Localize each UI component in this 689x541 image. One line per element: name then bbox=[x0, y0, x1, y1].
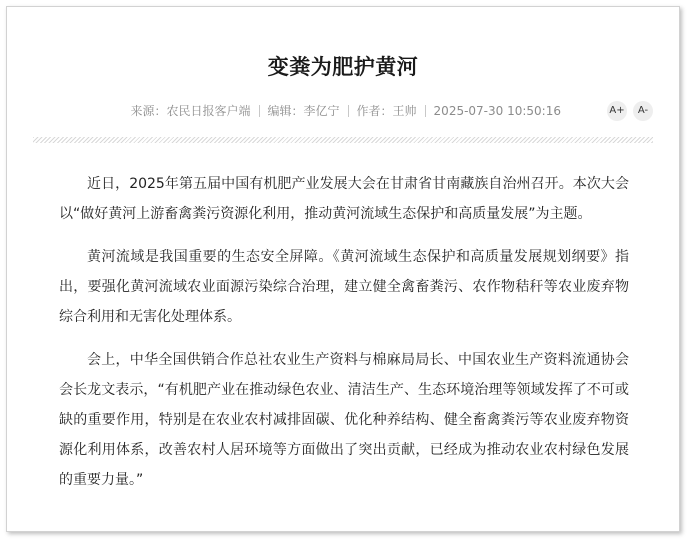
font-increase-button[interactable]: A+ bbox=[607, 101, 627, 121]
meta-separator bbox=[425, 105, 426, 117]
font-decrease-button[interactable]: A- bbox=[633, 101, 653, 121]
article-meta bbox=[131, 103, 562, 119]
hatched-divider bbox=[33, 137, 653, 143]
meta-datetime: 2025-07-30 10:50:16 bbox=[433, 104, 561, 118]
article-paragraph: 会上，中华全国供销合作总社农业生产资料与棉麻局局长、中国农业生产资料流通协会会长龙文表示，“有机肥产业在推动绿色农业、清洁生产、生态环境治理等领域发挥了不可或缺的重要作用，特别是在农业农村减排固碳、优化种养结构、健全畜禽粪污等农业废弃物资源化利用体系，改善农村人居环境等方面做出了突出贡献，已经成为推动农业农村绿色发展的重要力量。” bbox=[59, 352, 629, 488]
font-size-controls bbox=[601, 101, 653, 121]
meta-separator bbox=[259, 105, 260, 117]
article-body bbox=[59, 169, 629, 508]
article-paragraph: 近日，2025年第五届中国有机肥产业发展大会在甘肃省甘南藏族自治州召开。本次大会以“做好黄河上游畜禽粪污资源化利用，推动黄河流域生态保护和高质量发展”为主题。 bbox=[59, 176, 629, 222]
meta-author: 作者：王帅 bbox=[356, 104, 417, 118]
meta-separator bbox=[348, 105, 349, 117]
article-title: 变粪为肥护黄河 bbox=[267, 55, 419, 79]
article-page bbox=[6, 6, 680, 532]
meta-source: 来源：农民日报客户端 bbox=[130, 104, 251, 118]
meta-editor: 编辑：李亿宁 bbox=[267, 104, 340, 118]
article-paragraph: 黄河流域是我国重要的生态安全屏障。《黄河流域生态保护和高质量发展规划纲要》指出，要强化黄河流域农业面源污染综合治理，建立健全禽畜粪污、农作物秸秆等农业废弃物综合利用和无害化处理体系。 bbox=[59, 249, 629, 325]
